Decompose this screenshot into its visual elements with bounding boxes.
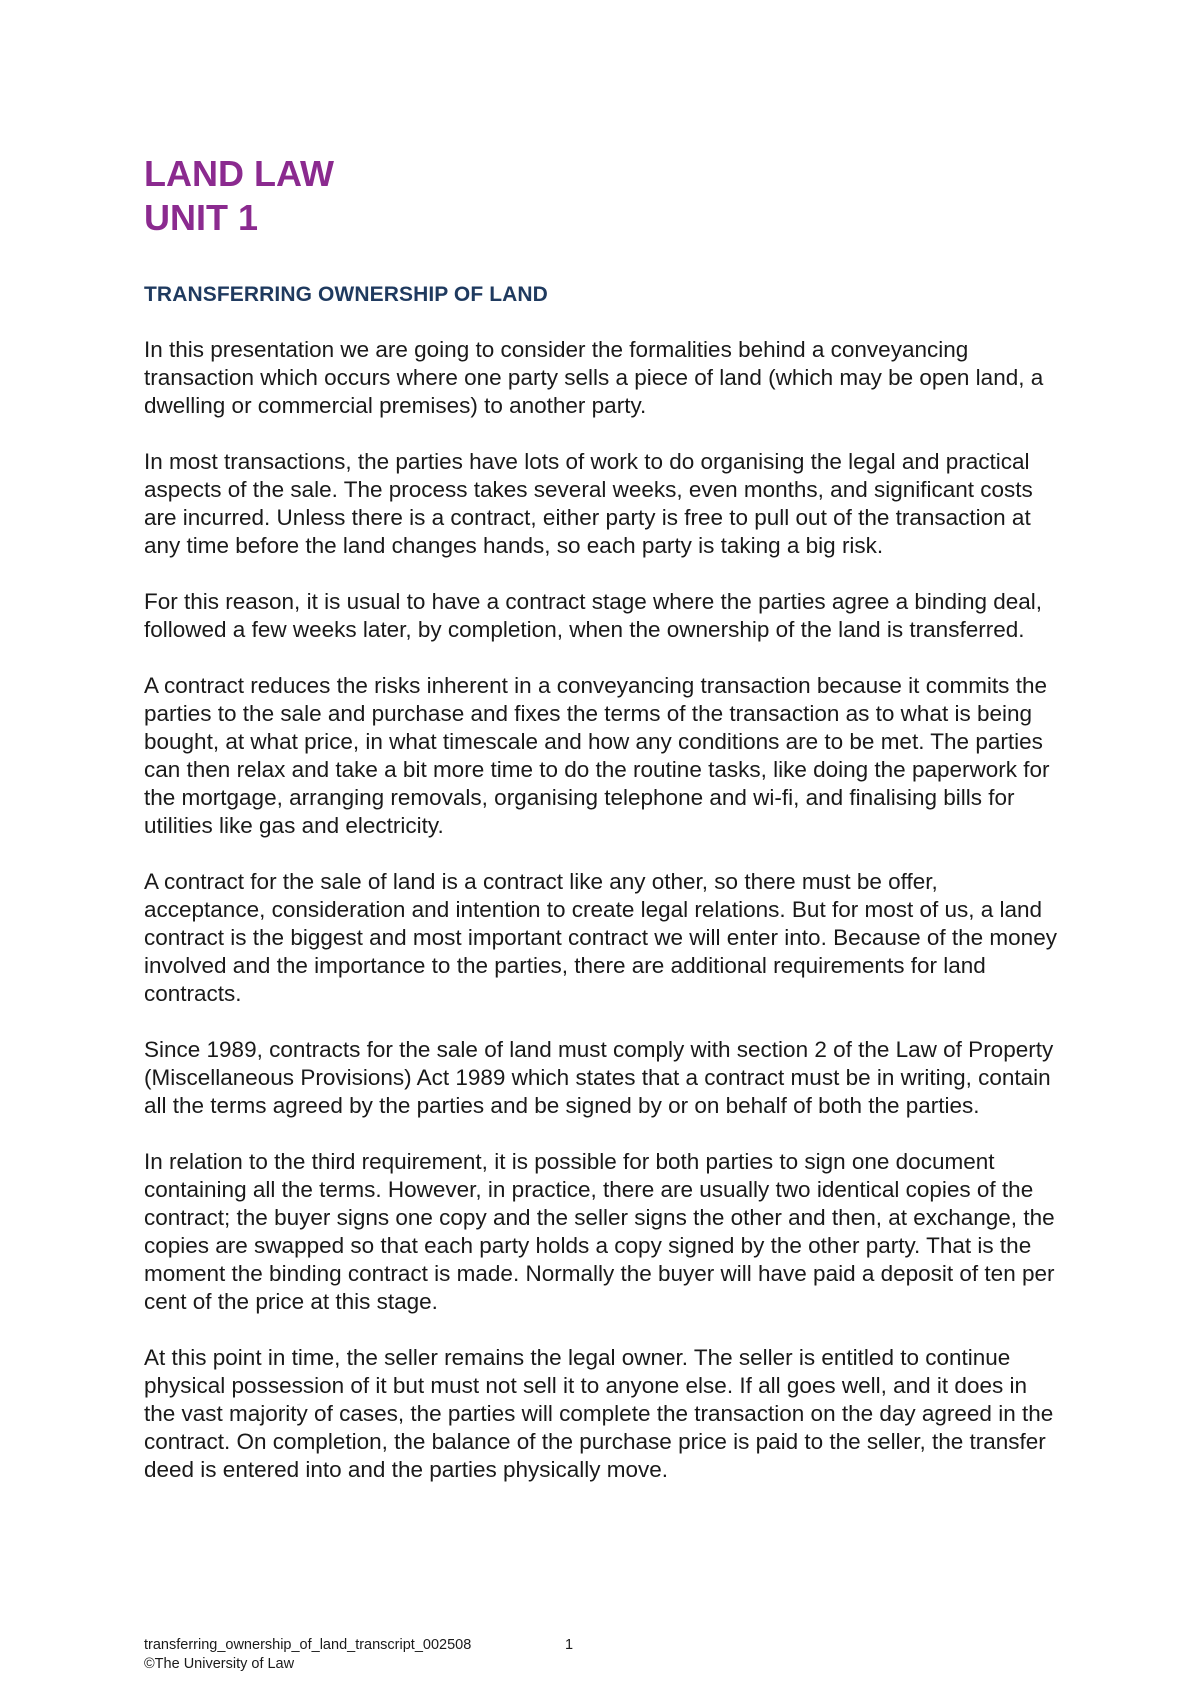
section-heading: TRANSFERRING OWNERSHIP OF LAND	[144, 283, 548, 306]
document-title	[144, 152, 334, 240]
page-footer	[144, 1636, 573, 1674]
body-text	[144, 336, 1064, 1512]
footer-page-number: 1	[565, 1637, 574, 1653]
title-line-2: UNIT 1	[144, 197, 259, 238]
paragraph: In relation to the third requirement, it is possible for both parties to sign one document containing all the terms. However, in practice, there are usually two identical copies of the contract; the buyer signs one copy and the seller signs the other and then, at exchange, the copies are swapped so that each party holds a copy signed by the other party. That is the moment the binding contract is made. Normally the buyer will have paid a deposit of ten per cent of the price at this stage.	[144, 1149, 1055, 1314]
paragraph: In most transactions, the parties have lots of work to do organising the legal and practical aspects of the sale. The process takes several weeks, even months, and significant costs are incurred. Unless there is a contract, either party is free to pull out of the transaction at any time before the land changes hands, so each party is taking a big risk.	[144, 449, 1033, 558]
paragraph: For this reason, it is usual to have a contract stage where the parties agree a binding deal, followed a few weeks later, by completion, when the ownership of the land is transferred.	[144, 589, 1043, 642]
paragraph: A contract for the sale of land is a contract like any other, so there must be offer, acceptance, consideration and intention to create legal relations. But for most of us, a land contract is the biggest and most important contract we will enter into. Because of the money involved and the importance to the parties, there are additional requirements for land contracts.	[144, 869, 1057, 1006]
footer-row	[144, 1636, 573, 1655]
footer-filename: transferring_ownership_of_land_transcript_002508	[144, 1637, 472, 1653]
paragraph: At this point in time, the seller remains the legal owner. The seller is entitled to continue physical possession of it but must not sell it to anyone else. If all goes well, and it does in the vast majority of cases, the parties will complete the transaction on the day agreed in the contract. On completion, the balance of the purchase price is paid to the seller, the transfer deed is entered into and the parties physically move.	[144, 1345, 1054, 1482]
title-line-1: LAND LAW	[144, 153, 334, 194]
paragraph: Since 1989, contracts for the sale of land must comply with section 2 of the Law of Property (Miscellaneous Provisions) Act 1989 which states that a contract must be in writing, contain all the terms agreed by the parties and be signed by or on behalf of both the parties.	[144, 1037, 1054, 1118]
paragraph: A contract reduces the risks inherent in a conveyancing transaction because it commits the parties to the sale and purchase and fixes the terms of the transaction as to what is being bought, at what price, in what timescale and how any conditions are to be met. The parties can then relax and take a bit more time to do the routine tasks, like doing the paperwork for the mortgage, arranging removals, organising telephone and wi-fi, and finalising bills for utilities like gas and electricity.	[144, 673, 1050, 838]
paragraph: In this presentation we are going to consider the formalities behind a conveyancing transaction which occurs where one party sells a piece of land (which may be open land, a dwelling or commercial premises) to another party.	[144, 337, 1044, 418]
footer-copyright: ©The University of Law	[144, 1656, 295, 1672]
